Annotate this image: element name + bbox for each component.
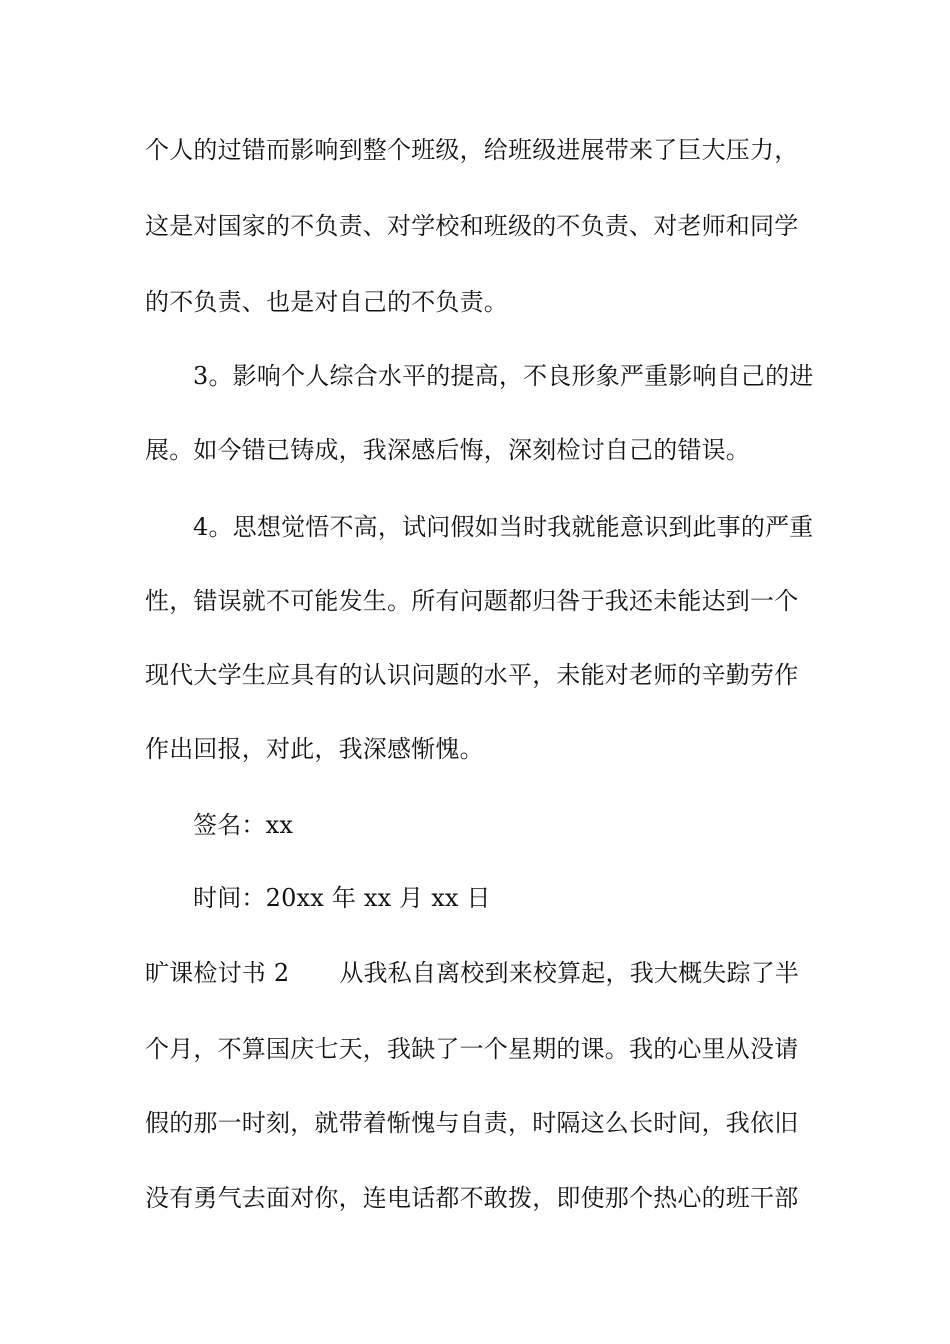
- section-title: 旷课检讨书 2: [145, 959, 290, 987]
- section-heading-line: [145, 953, 825, 993]
- paragraph-line: 3。影响个人综合水平的提高，不良形象严重影响自己的进: [193, 362, 814, 390]
- paragraph-line: 展。如今错已铸成，我深感后悔，深刻检讨自己的错误。: [145, 436, 750, 464]
- paragraph-line: 这是对国家的不负责、对学校和班级的不负责、对老师和同学: [145, 212, 799, 240]
- paragraph-line: 没有勇气去面对你，连电话都不敢拨，即使那个热心的班干部: [145, 1184, 799, 1212]
- signature-line: 签名：xx: [193, 811, 294, 839]
- paragraph-line: 假的那一时刻，就带着惭愧与自责，时隔这么长时间，我依旧: [145, 1109, 799, 1137]
- date-line: 时间：20xx 年 xx 月 xx 日: [193, 884, 491, 912]
- paragraph-line: 个人的过错而影响到整个班级，给班级进展带来了巨大压力，: [145, 136, 799, 164]
- paragraph-line: 4。思想觉悟不高，试问假如当时我就能意识到此事的严重: [193, 513, 814, 541]
- paragraph-line: 作出回报，对此，我深感惭愧。: [145, 735, 484, 763]
- paragraph-line: 性，错误就不可能发生。所有问题都归咎于我还未能达到一个: [145, 587, 799, 615]
- paragraph-line: 的不负责、也是对自己的不负责。: [145, 288, 508, 316]
- paragraph-text: 从我私自离校到来校算起，我大概失踪了半: [339, 959, 800, 987]
- paragraph-line: 个月，不算国庆七天，我缺了一个星期的课。我的心里从没请: [145, 1035, 799, 1063]
- paragraph-line: 现代大学生应具有的认识问题的水平，未能对老师的辛勤劳作: [145, 661, 799, 689]
